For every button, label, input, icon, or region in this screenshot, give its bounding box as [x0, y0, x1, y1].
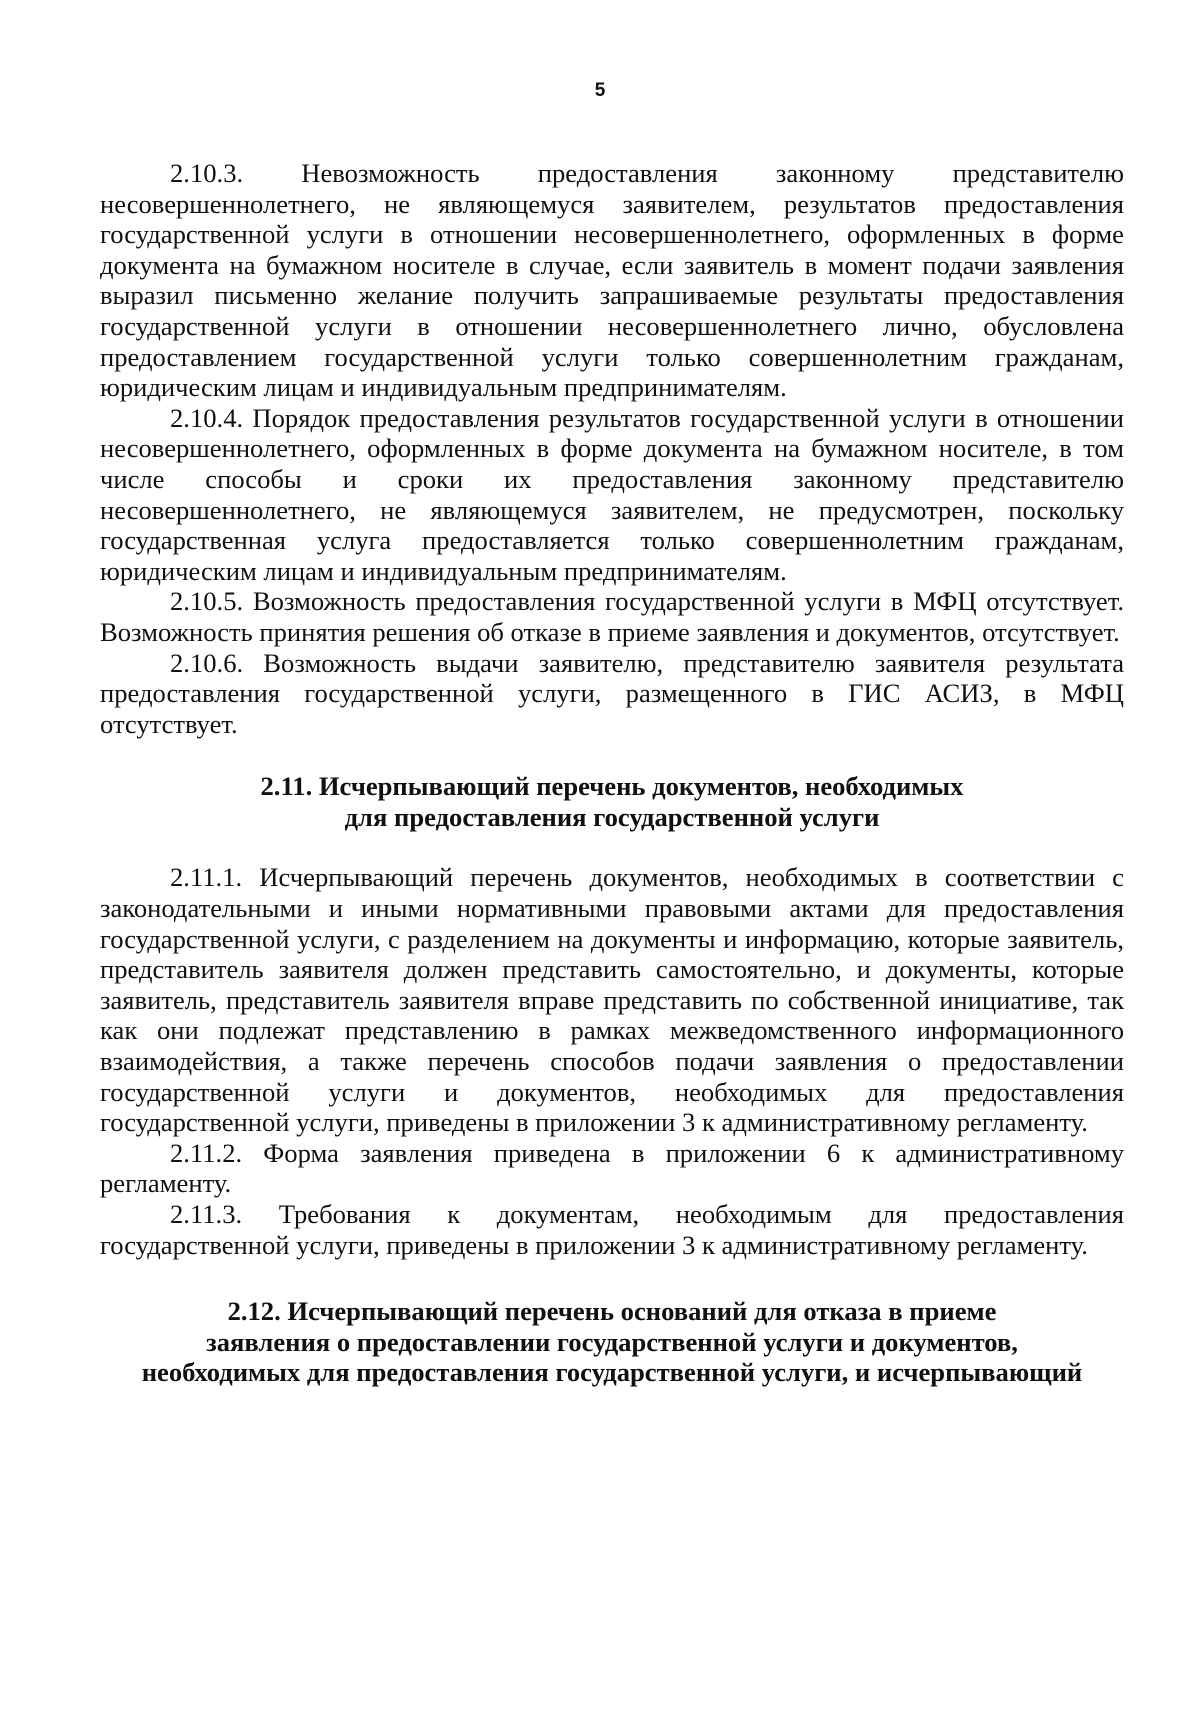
- heading-line: 2.11. Исчерпывающий перечень документов, необходимых: [260, 771, 964, 802]
- page-number: 5: [594, 80, 606, 101]
- paragraph-2-11-3: 2.11.3. Требования к документам, необходимым для предоставления государственной услуги, приведены в приложении 3 к административному регламенту.: [100, 1199, 1124, 1260]
- section-heading-2-12: [100, 1296, 1124, 1388]
- heading-line: 2.12. Исчерпывающий перечень оснований для отказа в приеме: [227, 1296, 997, 1327]
- paragraph-2-10-5: 2.10.5. Возможность предоставления государственной услуги в МФЦ отсутствует. Возможность принятия решения об отказе в приеме заявления и документов, отсутствует.: [100, 586, 1124, 647]
- heading-line: для предоставления государственной услуги: [344, 801, 880, 832]
- heading-line: необходимых для предоставления государственной услуги, и исчерпывающий: [141, 1357, 1083, 1388]
- heading-line: заявления о предоставлении государственной услуги и документов,: [206, 1326, 1018, 1357]
- paragraph-2-11-2: 2.11.2. Форма заявления приведена в приложении 6 к административному регламенту.: [100, 1137, 1124, 1199]
- paragraph-2-10-6: 2.10.6. Возможность выдачи заявителю, представителю заявителя результата предоставления государственной услуги, размещенного в ГИС АСИЗ, в МФЦ отсутствует.: [100, 647, 1124, 739]
- paragraph-2-11-1: 2.11.1. Исчерпывающий перечень документов, необходимых в соответствии с законодательными и иными нормативными правовыми актами для предоставления государственной услуги, с разделением на документы и информацию, которые заявитель, представитель заявителя должен представить самостоятельно, и документы, которые заявитель, представитель заявителя вправе представить по собственной инициативе, так как они подлежат представлению в рамках межведомственного информационного взаимодействия, а также перечень способов подачи заявления о предоставлении государственной услуги и документов, необходимых для предоставления государственной услуги, приведены в приложении 3 к административному регламенту.: [100, 862, 1124, 1138]
- paragraph-2-10-3: 2.10.3. Невозможность предоставления законному представителю несовершеннолетнего, не являющемуся заявителем, результатов предоставления государственной услуги в отношении несовершеннолетнего, оформленных в форме документа на бумажном носителе в случае, если заявитель в момент подачи заявления выразил письменно желание получить запрашиваемые результаты предоставления государственной услуги в отношении несовершеннолетнего лично, обусловлена предоставлением государственной услуги только совершеннолетним гражданам, юридическим лицам и индивидуальным предпринимателям.: [100, 158, 1124, 403]
- document-body: [100, 158, 1124, 1388]
- paragraph-2-10-4: 2.10.4. Порядок предоставления результатов государственной услуги в отношении несовершеннолетнего, оформленных в форме документа на бумажном носителе, в том числе способы и сроки их предоставления законному представителю несовершеннолетнего, не являющемуся заявителем, не предусмотрен, поскольку государственная услуга предоставляется только совершеннолетним гражданам, юридическим лицам и индивидуальным предпринимателям.: [100, 402, 1124, 586]
- section-heading-2-11: [100, 771, 1124, 832]
